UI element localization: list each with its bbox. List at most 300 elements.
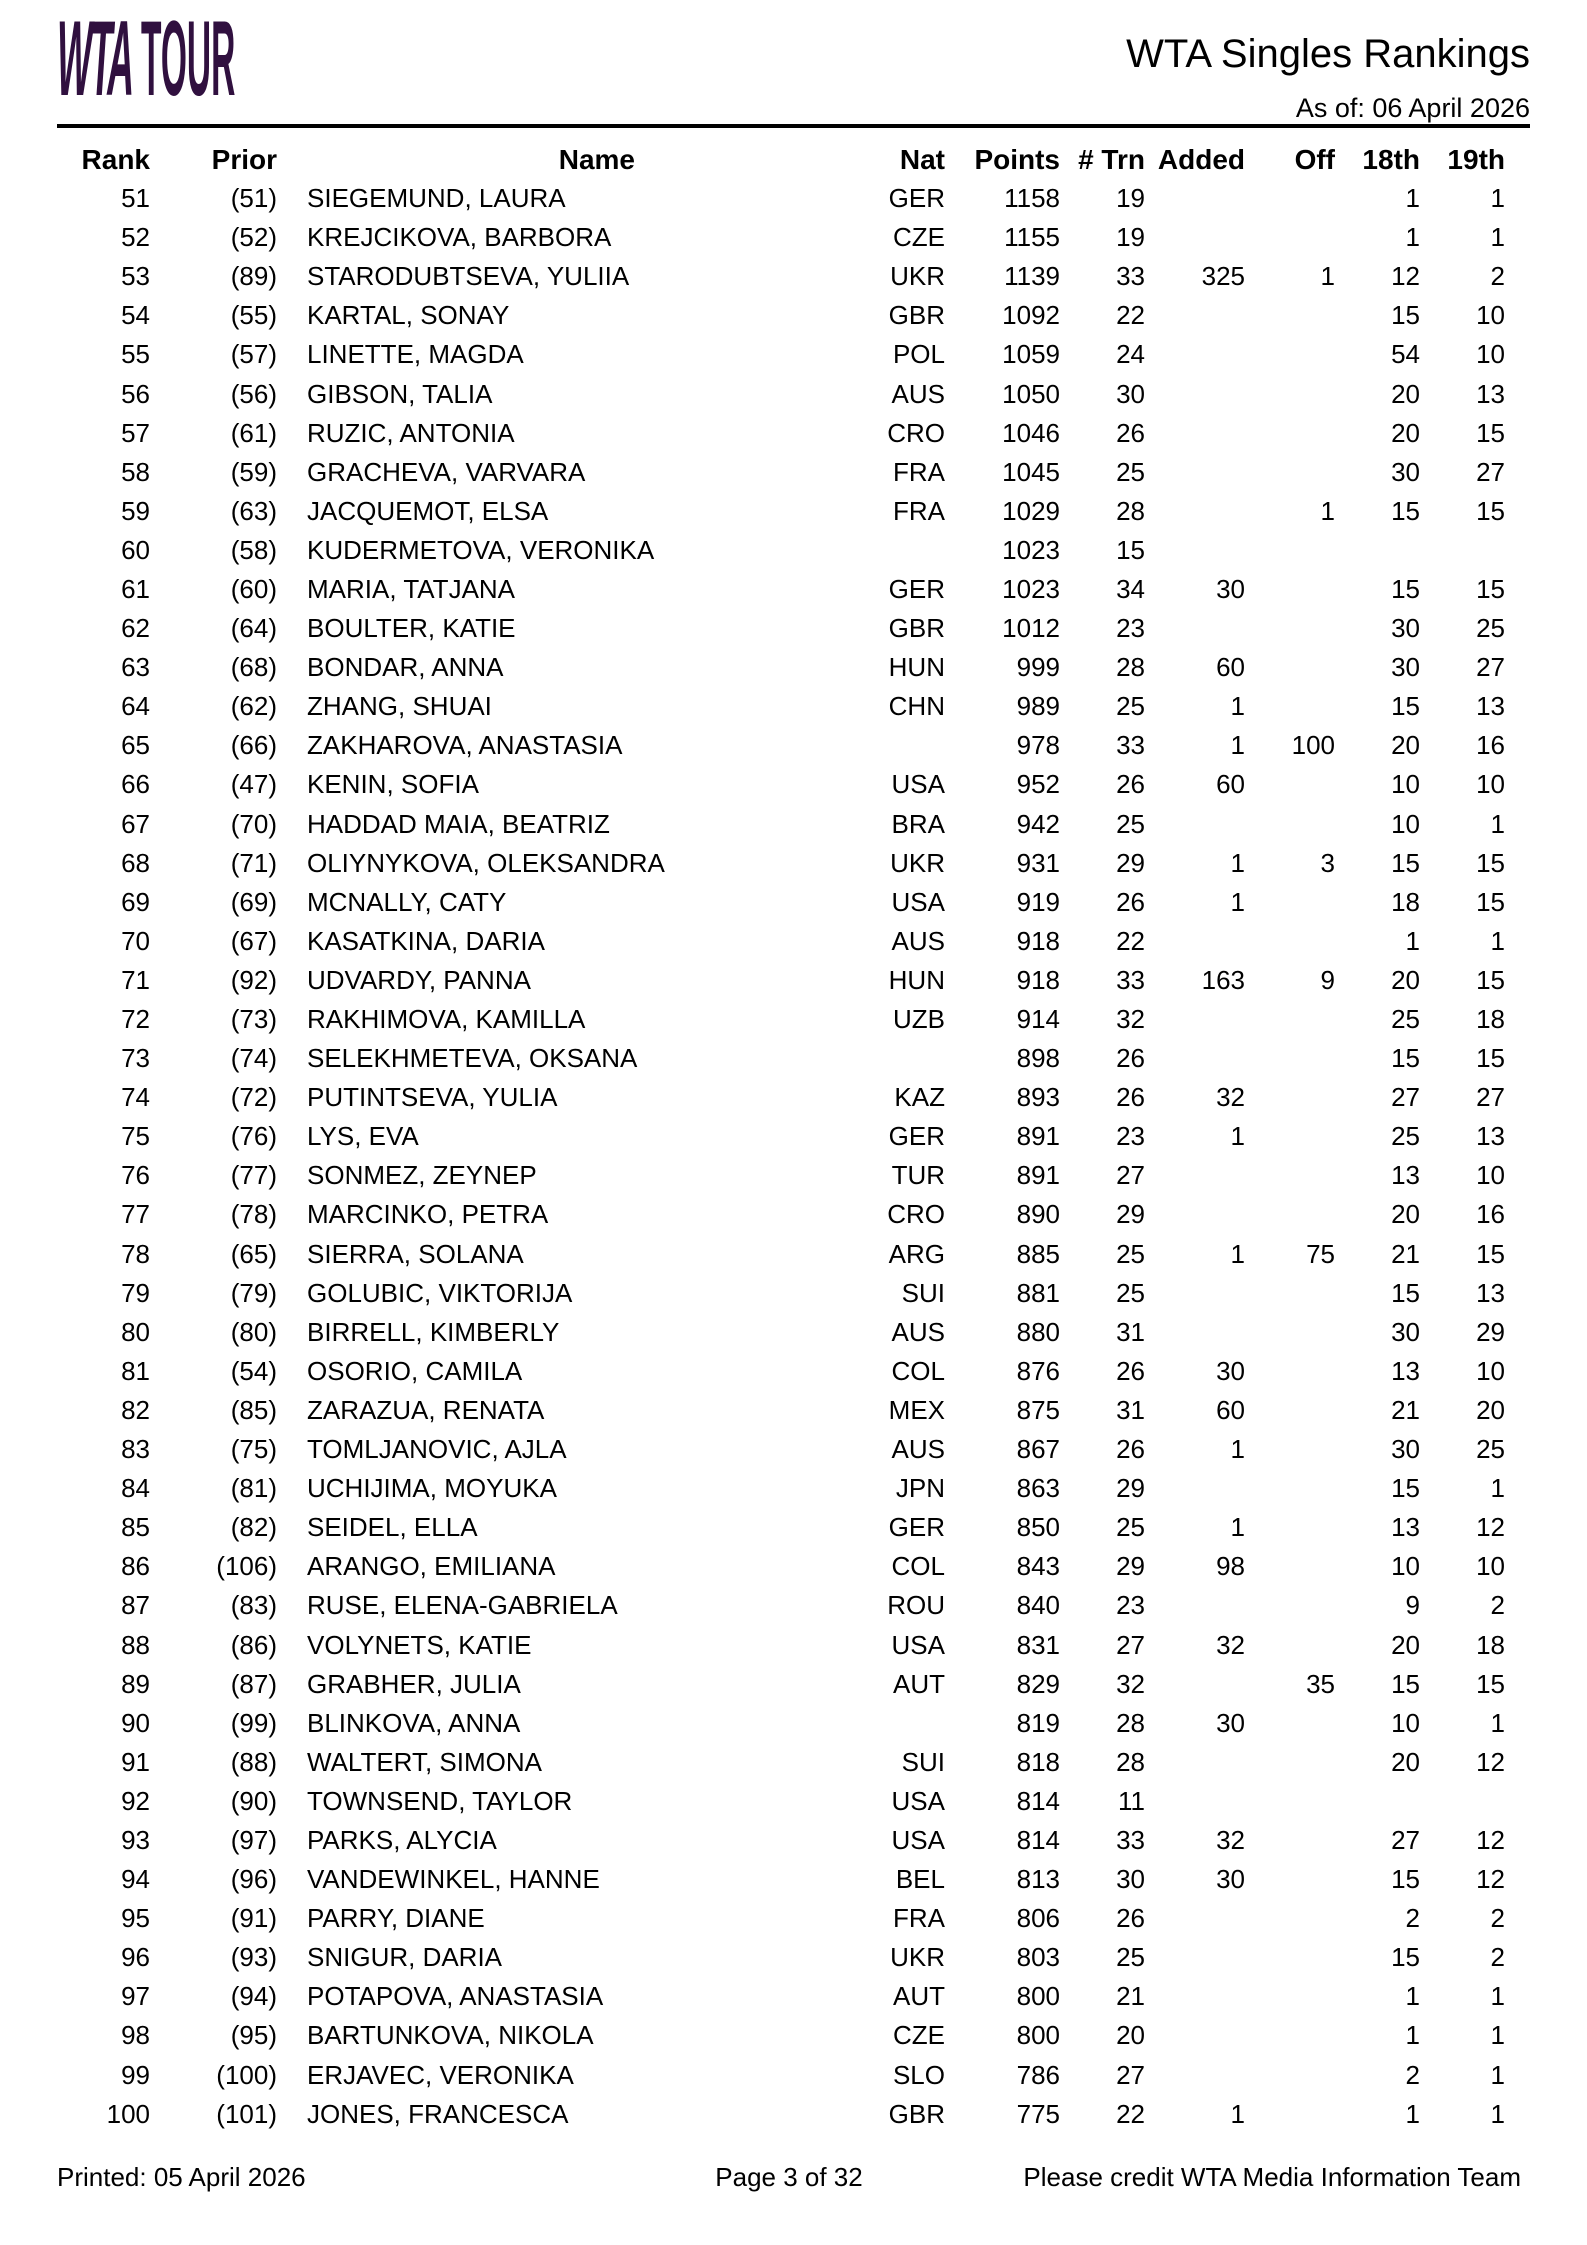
cell-off: 100 (1291, 730, 1335, 761)
cell-trn: 34 (1116, 573, 1145, 604)
cell-name: KREJCIKOVA, BARBORA (307, 222, 612, 253)
cell-trn: 29 (1116, 1199, 1145, 1230)
cell-off (1245, 1195, 1335, 1234)
cell-name: LYS, EVA (307, 1121, 419, 1152)
cell-rank: 63 (121, 652, 150, 683)
wta-tour-logo (57, 0, 247, 120)
table-row (55, 648, 1505, 687)
cell-c19: 13 (1476, 1277, 1505, 1308)
cell-off (1245, 1000, 1335, 1039)
cell-added (1145, 1195, 1245, 1234)
cell-added (1145, 296, 1245, 335)
cell-off (1245, 1391, 1335, 1430)
cell-name: MARCINKO, PETRA (307, 1199, 549, 1230)
cell-name: GIBSON, TALIA (307, 378, 493, 409)
cell-name: SNIGUR, DARIA (307, 1942, 503, 1973)
cell-off (1245, 1938, 1335, 1977)
cell-added (1145, 2016, 1245, 2055)
table-row (55, 414, 1505, 453)
page-number: Page 3 of 32 (715, 2162, 863, 2192)
cell-added: 1 (1230, 691, 1245, 722)
cell-prior: (95) (230, 2020, 277, 2051)
cell-nat: BEL (895, 1864, 945, 1895)
cell-added: 98 (1216, 1551, 1245, 1582)
cell-trn: 29 (1116, 1551, 1145, 1582)
cell-nat: AUS (891, 378, 945, 409)
cell-added (1145, 179, 1245, 218)
printed-date: Printed: 05 April 2026 (57, 2162, 306, 2192)
cell-c19: 1 (1490, 808, 1505, 839)
cell-c19 (1420, 531, 1505, 570)
cell-prior: (71) (230, 847, 277, 878)
table-row (55, 1860, 1505, 1899)
cell-c18: 30 (1391, 1316, 1420, 1347)
cell-prior: (87) (230, 1668, 277, 1699)
cell-prior: (62) (230, 691, 277, 722)
cell-prior: (101) (216, 2098, 277, 2129)
cell-added (1145, 2056, 1245, 2095)
table-row (55, 1078, 1505, 1117)
cell-c18: 54 (1391, 339, 1420, 370)
cell-points: 890 (1016, 1199, 1060, 1230)
cell-nat: AUS (891, 1434, 945, 1465)
cell-points: 829 (1016, 1668, 1060, 1699)
cell-points: 1158 (1004, 183, 1060, 214)
cell-c19 (1420, 1782, 1505, 1821)
cell-c19: 27 (1476, 652, 1505, 683)
cell-name: BARTUNKOVA, NIKOLA (307, 2020, 594, 2051)
cell-name: SIERRA, SOLANA (307, 1238, 524, 1269)
col-header-added: Added (1157, 143, 1245, 175)
cell-trn: 26 (1116, 1043, 1145, 1074)
cell-name: BOULTER, KATIE (307, 613, 516, 644)
cell-rank: 93 (121, 1824, 150, 1855)
cell-points: 1139 (1004, 261, 1060, 292)
cell-rank: 81 (121, 1355, 150, 1386)
cell-off (1245, 1469, 1335, 1508)
cell-trn: 33 (1116, 1824, 1145, 1855)
cell-name: KASATKINA, DARIA (307, 925, 545, 956)
cell-off: 9 (1320, 964, 1335, 995)
cell-nat: CZE (893, 222, 945, 253)
cell-rank: 80 (121, 1316, 150, 1347)
cell-c18: 15 (1391, 1942, 1420, 1973)
table-row (55, 2016, 1505, 2055)
cell-name: BLINKOVA, ANNA (307, 1707, 521, 1738)
cell-name: SIEGEMUND, LAURA (307, 183, 566, 214)
cell-trn: 25 (1116, 691, 1145, 722)
cell-off (1245, 2016, 1335, 2055)
cell-points: 1045 (1002, 456, 1060, 487)
cell-off (1245, 1117, 1335, 1156)
cell-prior: (63) (230, 495, 277, 526)
cell-added: 325 (1201, 261, 1245, 292)
cell-points: 806 (1016, 1903, 1060, 1934)
cell-c18: 20 (1391, 417, 1420, 448)
cell-nat: JPN (895, 1473, 945, 1504)
cell-prior: (83) (230, 1590, 277, 1621)
cell-off (1245, 2095, 1335, 2134)
cell-name: PARRY, DIANE (307, 1903, 485, 1934)
cell-nat: UZB (893, 1004, 945, 1035)
cell-added: 1 (1230, 1512, 1245, 1543)
cell-points: 1059 (1002, 339, 1060, 370)
cell-c18: 1 (1405, 1981, 1420, 2012)
table-row (55, 1899, 1505, 1938)
cell-rank: 89 (121, 1668, 150, 1699)
cell-off (1245, 648, 1335, 687)
cell-name: LINETTE, MAGDA (307, 339, 524, 370)
table-row (55, 922, 1505, 961)
cell-off: 1 (1320, 495, 1335, 526)
table-row (55, 1000, 1505, 1039)
cell-c19: 15 (1476, 1668, 1505, 1699)
cell-c19: 1 (1490, 2059, 1505, 2090)
cell-points: 814 (1016, 1785, 1060, 1816)
cell-added (1145, 1000, 1245, 1039)
cell-rank: 52 (121, 222, 150, 253)
cell-name: GRABHER, JULIA (307, 1668, 521, 1699)
cell-rank: 83 (121, 1434, 150, 1465)
table-row (55, 726, 1505, 765)
cell-nat: FRA (893, 456, 945, 487)
cell-added (1145, 1274, 1245, 1313)
cell-c18: 15 (1391, 1043, 1420, 1074)
cell-added: 60 (1216, 652, 1245, 683)
cell-c19: 15 (1476, 573, 1505, 604)
cell-name: HADDAD MAIA, BEATRIZ (307, 808, 610, 839)
cell-added (1145, 1469, 1245, 1508)
table-row (55, 1039, 1505, 1078)
cell-prior: (99) (230, 1707, 277, 1738)
cell-off (1245, 1704, 1335, 1743)
cell-off (1245, 179, 1335, 218)
cell-added: 1 (1230, 1121, 1245, 1152)
cell-nat: AUS (891, 1316, 945, 1347)
cell-c19: 15 (1476, 495, 1505, 526)
cell-name: SONMEZ, ZEYNEP (307, 1160, 537, 1191)
cell-prior: (64) (230, 613, 277, 644)
cell-trn: 28 (1116, 1707, 1145, 1738)
cell-c19: 1 (1490, 925, 1505, 956)
cell-prior: (47) (230, 769, 277, 800)
cell-prior: (100) (216, 2059, 277, 2090)
cell-trn: 26 (1116, 1903, 1145, 1934)
cell-c19: 1 (1490, 222, 1505, 253)
cell-trn: 29 (1116, 847, 1145, 878)
cell-points: 819 (1016, 1707, 1060, 1738)
table-row (55, 1117, 1505, 1156)
cell-c19: 12 (1476, 1864, 1505, 1895)
cell-c19: 10 (1476, 1160, 1505, 1191)
cell-points: 999 (1016, 652, 1060, 683)
cell-added (1145, 1156, 1245, 1195)
cell-prior: (80) (230, 1316, 277, 1347)
cell-name: PARKS, ALYCIA (307, 1824, 497, 1855)
cell-name: KUDERMETOVA, VERONIKA (307, 534, 655, 565)
cell-rank: 59 (121, 495, 150, 526)
cell-c18: 10 (1391, 1551, 1420, 1582)
cell-nat: GBR (888, 2098, 945, 2129)
cell-c19: 10 (1476, 1551, 1505, 1582)
cell-prior: (75) (230, 1434, 277, 1465)
cell-rank: 57 (121, 417, 150, 448)
cell-c19: 25 (1476, 1434, 1505, 1465)
cell-c19: 15 (1476, 1238, 1505, 1269)
cell-added: 1 (1230, 730, 1245, 761)
cell-name: OSORIO, CAMILA (307, 1355, 523, 1386)
cell-points: 881 (1016, 1277, 1060, 1308)
cell-added: 1 (1230, 1238, 1245, 1269)
cell-c18: 25 (1391, 1121, 1420, 1152)
cell-name: KARTAL, SONAY (307, 300, 510, 331)
cell-nat: TUR (891, 1160, 945, 1191)
cell-prior: (72) (230, 1082, 277, 1113)
cell-trn: 27 (1116, 1629, 1145, 1660)
cell-added: 1 (1230, 886, 1245, 917)
cell-trn: 27 (1116, 2059, 1145, 2090)
cell-rank: 67 (121, 808, 150, 839)
cell-nat: KAZ (894, 1082, 945, 1113)
logo-tour-text: TOUR (141, 0, 236, 120)
table-row (55, 179, 1505, 218)
cell-name: GRACHEVA, VARVARA (307, 456, 586, 487)
cell-rank: 55 (121, 339, 150, 370)
table-row (55, 1235, 1505, 1274)
table-row (55, 805, 1505, 844)
cell-trn: 27 (1116, 1160, 1145, 1191)
cell-name: RUSE, ELENA-GABRIELA (307, 1590, 618, 1621)
table-row (55, 218, 1505, 257)
cell-name: POTAPOVA, ANASTASIA (307, 1981, 604, 2012)
cell-nat: USA (891, 886, 945, 917)
cell-nat: UKR (890, 847, 945, 878)
cell-name: UDVARDY, PANNA (307, 964, 531, 995)
cell-prior: (82) (230, 1512, 277, 1543)
cell-off (1245, 1430, 1335, 1469)
cell-nat: GBR (888, 613, 945, 644)
cell-c18: 20 (1391, 964, 1420, 995)
cell-trn: 30 (1116, 1864, 1145, 1895)
cell-rank: 70 (121, 925, 150, 956)
cell-nat: ROU (887, 1590, 945, 1621)
cell-added (1145, 414, 1245, 453)
cell-rank: 53 (121, 261, 150, 292)
cell-trn: 28 (1116, 1746, 1145, 1777)
table-row (55, 1977, 1505, 2016)
cell-rank: 65 (121, 730, 150, 761)
cell-trn: 24 (1116, 339, 1145, 370)
cell-c19: 12 (1476, 1824, 1505, 1855)
cell-trn: 22 (1116, 300, 1145, 331)
cell-c19: 13 (1476, 1121, 1505, 1152)
cell-off (1245, 1860, 1335, 1899)
cell-added: 60 (1216, 1394, 1245, 1425)
table-row (55, 335, 1505, 374)
cell-points: 775 (1016, 2098, 1060, 2129)
cell-prior: (52) (230, 222, 277, 253)
cell-c18: 12 (1391, 261, 1420, 292)
cell-c19: 27 (1476, 1082, 1505, 1113)
cell-points: 1012 (1002, 613, 1060, 644)
cell-nat: UKR (890, 261, 945, 292)
cell-c19: 13 (1476, 691, 1505, 722)
cell-c18: 20 (1391, 1629, 1420, 1660)
cell-nat (855, 1704, 945, 1743)
cell-rank: 56 (121, 378, 150, 409)
table-row (55, 844, 1505, 883)
cell-c19: 18 (1476, 1004, 1505, 1035)
cell-points: 800 (1016, 1981, 1060, 2012)
col-header-trn: # Trn (1078, 143, 1145, 175)
cell-off (1245, 374, 1335, 413)
cell-name: JACQUEMOT, ELSA (307, 495, 549, 526)
cell-c19: 27 (1476, 456, 1505, 487)
cell-c19: 15 (1476, 886, 1505, 917)
cell-c18: 13 (1391, 1512, 1420, 1543)
cell-added (1145, 1313, 1245, 1352)
cell-c19: 10 (1476, 1355, 1505, 1386)
cell-c18: 1 (1405, 2098, 1420, 2129)
cell-c18: 30 (1391, 1434, 1420, 1465)
table-row (55, 1313, 1505, 1352)
cell-c19: 2 (1490, 1942, 1505, 1973)
table-row (55, 1743, 1505, 1782)
cell-off: 3 (1320, 847, 1335, 878)
cell-c19: 16 (1476, 730, 1505, 761)
cell-c19: 2 (1490, 1590, 1505, 1621)
cell-nat: CRO (887, 1199, 945, 1230)
cell-added (1145, 492, 1245, 531)
cell-nat: COL (891, 1355, 945, 1386)
col-header-name: Name (558, 143, 635, 175)
cell-trn: 31 (1116, 1394, 1145, 1425)
cell-rank: 62 (121, 613, 150, 644)
cell-off (1245, 1313, 1335, 1352)
cell-nat: AUT (893, 1981, 945, 2012)
cell-c18: 20 (1391, 730, 1420, 761)
cell-off (1245, 218, 1335, 257)
cell-name: VANDEWINKEL, HANNE (307, 1864, 600, 1895)
cell-points: 863 (1016, 1473, 1060, 1504)
cell-prior: (67) (230, 925, 277, 956)
cell-c19: 15 (1476, 964, 1505, 995)
cell-prior: (54) (230, 1355, 277, 1386)
page-footer (57, 2164, 1521, 2194)
cell-added (1145, 1899, 1245, 1938)
cell-added (1145, 922, 1245, 961)
cell-off (1245, 922, 1335, 961)
cell-name: SEIDEL, ELLA (307, 1512, 478, 1543)
cell-c18: 15 (1391, 691, 1420, 722)
cell-trn: 19 (1116, 183, 1145, 214)
cell-c18: 15 (1391, 300, 1420, 331)
cell-c19: 10 (1476, 769, 1505, 800)
cell-rank: 77 (121, 1199, 150, 1230)
cell-prior: (59) (230, 456, 277, 487)
cell-added (1145, 374, 1245, 413)
cell-trn: 33 (1116, 964, 1145, 995)
cell-trn: 32 (1116, 1668, 1145, 1699)
cell-rank: 51 (121, 183, 150, 214)
cell-rank: 85 (121, 1512, 150, 1543)
cell-points: 813 (1016, 1864, 1060, 1895)
cell-rank: 58 (121, 456, 150, 487)
cell-nat: HUN (888, 964, 945, 995)
page-title: WTA Singles Rankings (1126, 32, 1530, 76)
cell-trn: 20 (1116, 2020, 1145, 2051)
cell-c19: 1 (1490, 183, 1505, 214)
cell-prior: (88) (230, 1746, 277, 1777)
cell-off (1245, 1547, 1335, 1586)
cell-nat: FRA (893, 495, 945, 526)
cell-rank: 66 (121, 769, 150, 800)
cell-nat: CHN (888, 691, 945, 722)
cell-points: 840 (1016, 1590, 1060, 1621)
cell-c18: 15 (1391, 847, 1420, 878)
cell-rank: 60 (121, 534, 150, 565)
cell-c18: 1 (1405, 222, 1420, 253)
cell-c18: 1 (1405, 183, 1420, 214)
cell-name: BIRRELL, KIMBERLY (307, 1316, 560, 1347)
table-header-row (55, 140, 1505, 179)
cell-prior: (58) (230, 534, 277, 565)
cell-c19: 1 (1490, 1707, 1505, 1738)
cell-trn: 25 (1116, 1512, 1145, 1543)
cell-off (1245, 1156, 1335, 1195)
cell-prior: (81) (230, 1473, 277, 1504)
cell-off (1245, 570, 1335, 609)
cell-nat: ARG (888, 1238, 945, 1269)
cell-nat: UKR (890, 1942, 945, 1973)
cell-name: GOLUBIC, VIKTORIJA (307, 1277, 573, 1308)
col-header-off: Off (1294, 143, 1335, 175)
cell-rank: 88 (121, 1629, 150, 1660)
cell-added: 32 (1216, 1629, 1245, 1660)
cell-points: 843 (1016, 1551, 1060, 1582)
cell-trn: 25 (1116, 808, 1145, 839)
cell-trn: 22 (1116, 925, 1145, 956)
cell-rank: 100 (106, 2098, 150, 2129)
cell-c18: 15 (1391, 1473, 1420, 1504)
cell-added: 30 (1216, 573, 1245, 604)
cell-trn: 33 (1116, 730, 1145, 761)
cell-added (1145, 1665, 1245, 1704)
cell-trn: 26 (1116, 1434, 1145, 1465)
cell-c18: 18 (1391, 886, 1420, 917)
cell-points: 880 (1016, 1316, 1060, 1347)
cell-nat (855, 531, 945, 570)
cell-rank: 92 (121, 1785, 150, 1816)
cell-c18: 1 (1405, 925, 1420, 956)
cell-c19: 13 (1476, 378, 1505, 409)
cell-off (1245, 1508, 1335, 1547)
cell-rank: 96 (121, 1942, 150, 1973)
cell-trn: 26 (1116, 1082, 1145, 1113)
cell-prior: (69) (230, 886, 277, 917)
cell-name: TOMLJANOVIC, AJLA (307, 1434, 567, 1465)
col-header-c19: 19th (1447, 143, 1505, 175)
cell-name: WALTERT, SIMONA (307, 1746, 542, 1777)
cell-added (1145, 453, 1245, 492)
cell-prior: (73) (230, 1004, 277, 1035)
cell-name: JONES, FRANCESCA (307, 2098, 569, 2129)
cell-trn: 30 (1116, 378, 1145, 409)
cell-prior: (68) (230, 652, 277, 683)
table-row (55, 1391, 1505, 1430)
cell-c18: 27 (1391, 1824, 1420, 1855)
header-divider (57, 124, 1530, 128)
